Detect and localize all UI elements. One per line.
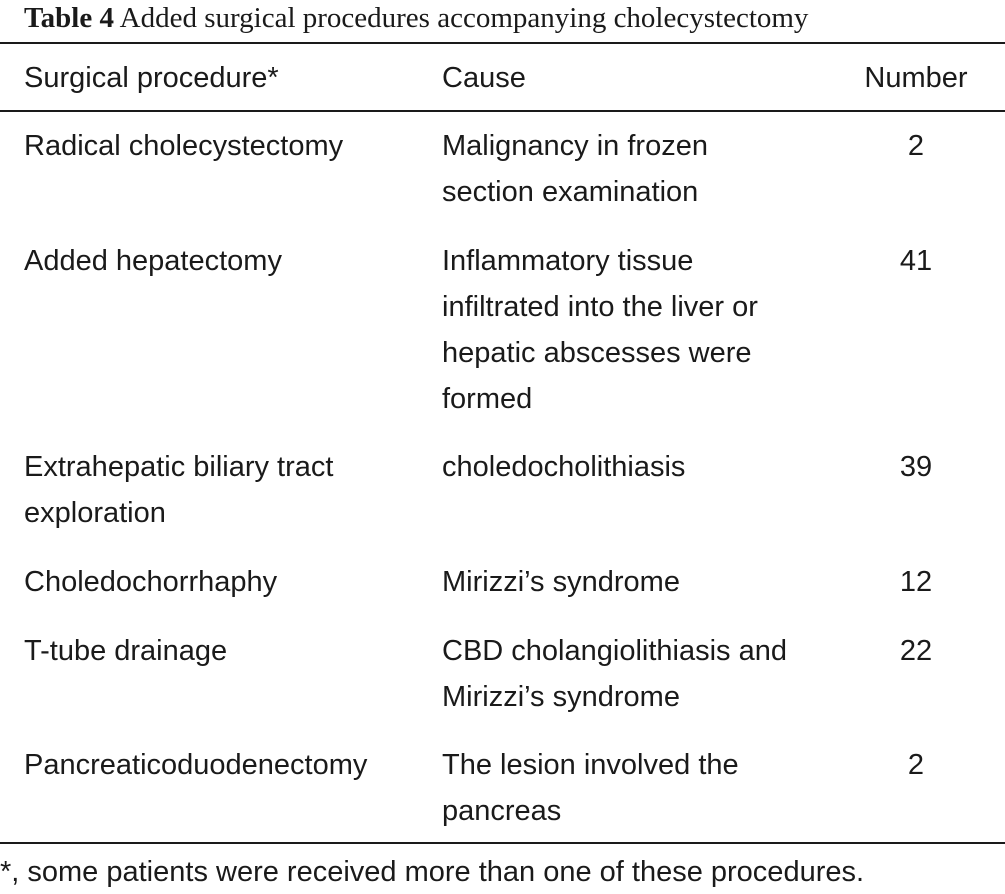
cell-cause-line: infiltrated into the liver or	[442, 291, 758, 323]
cell-number: 22	[899, 635, 933, 667]
cell-cause	[442, 444, 685, 490]
cell-procedure-line: Pancreaticoduodenectomy	[24, 749, 368, 781]
cell-procedure-line: Choledochorrhaphy	[24, 566, 278, 598]
table-footnote: *, some patients were received more than one of these procedures.	[0, 856, 865, 888]
cell-cause	[442, 238, 758, 422]
cell-cause-line: choledocholithiasis	[442, 451, 686, 483]
cell-procedure	[24, 444, 333, 536]
cell-cause-line: The lesion involved the	[442, 749, 739, 781]
cell-number: 2	[907, 130, 925, 162]
cell-cause-line: hepatic abscesses were	[442, 337, 752, 369]
header-rule	[0, 110, 1005, 112]
bottom-rule	[0, 842, 1005, 844]
cell-number: 2	[907, 749, 925, 781]
cell-cause-line: Malignancy in frozen	[442, 130, 708, 162]
cell-procedure-line: Added hepatectomy	[24, 245, 282, 277]
cell-cause-line: Inflammatory tissue	[442, 245, 694, 277]
cell-procedure	[24, 628, 227, 674]
cell-cause-line: formed	[442, 383, 533, 415]
cell-procedure	[24, 742, 367, 788]
top-rule	[0, 42, 1005, 44]
cell-procedure-line: Extrahepatic biliary tract	[24, 451, 334, 483]
header-cause: Cause	[442, 62, 526, 94]
cell-number: 41	[899, 245, 933, 277]
cell-procedure	[24, 123, 343, 169]
cell-number: 39	[899, 451, 933, 483]
table-title: Added surgical procedures accompanying cholecystectomy	[119, 2, 809, 34]
cell-cause-line: Mirizzi’s syndrome	[442, 566, 680, 598]
table-caption	[24, 2, 808, 34]
table-label: Table 4	[24, 2, 114, 34]
cell-procedure	[24, 559, 277, 605]
cell-procedure-line: T-tube drainage	[24, 635, 228, 667]
cell-procedure	[24, 238, 282, 284]
cell-cause	[442, 628, 787, 720]
cell-procedure-line: Radical cholecystectomy	[24, 130, 344, 162]
cell-cause-line: CBD cholangiolithiasis and	[442, 635, 787, 667]
header-procedure: Surgical procedure*	[24, 62, 279, 94]
cell-cause-line: section examination	[442, 176, 699, 208]
cell-cause	[442, 742, 739, 834]
cell-cause	[442, 559, 680, 605]
cell-cause-line: pancreas	[442, 795, 562, 827]
cell-number: 12	[899, 566, 933, 598]
cell-procedure-line: exploration	[24, 497, 166, 529]
header-number: Number	[864, 62, 968, 94]
cell-cause-line: Mirizzi’s syndrome	[442, 681, 680, 713]
cell-cause	[442, 123, 708, 215]
